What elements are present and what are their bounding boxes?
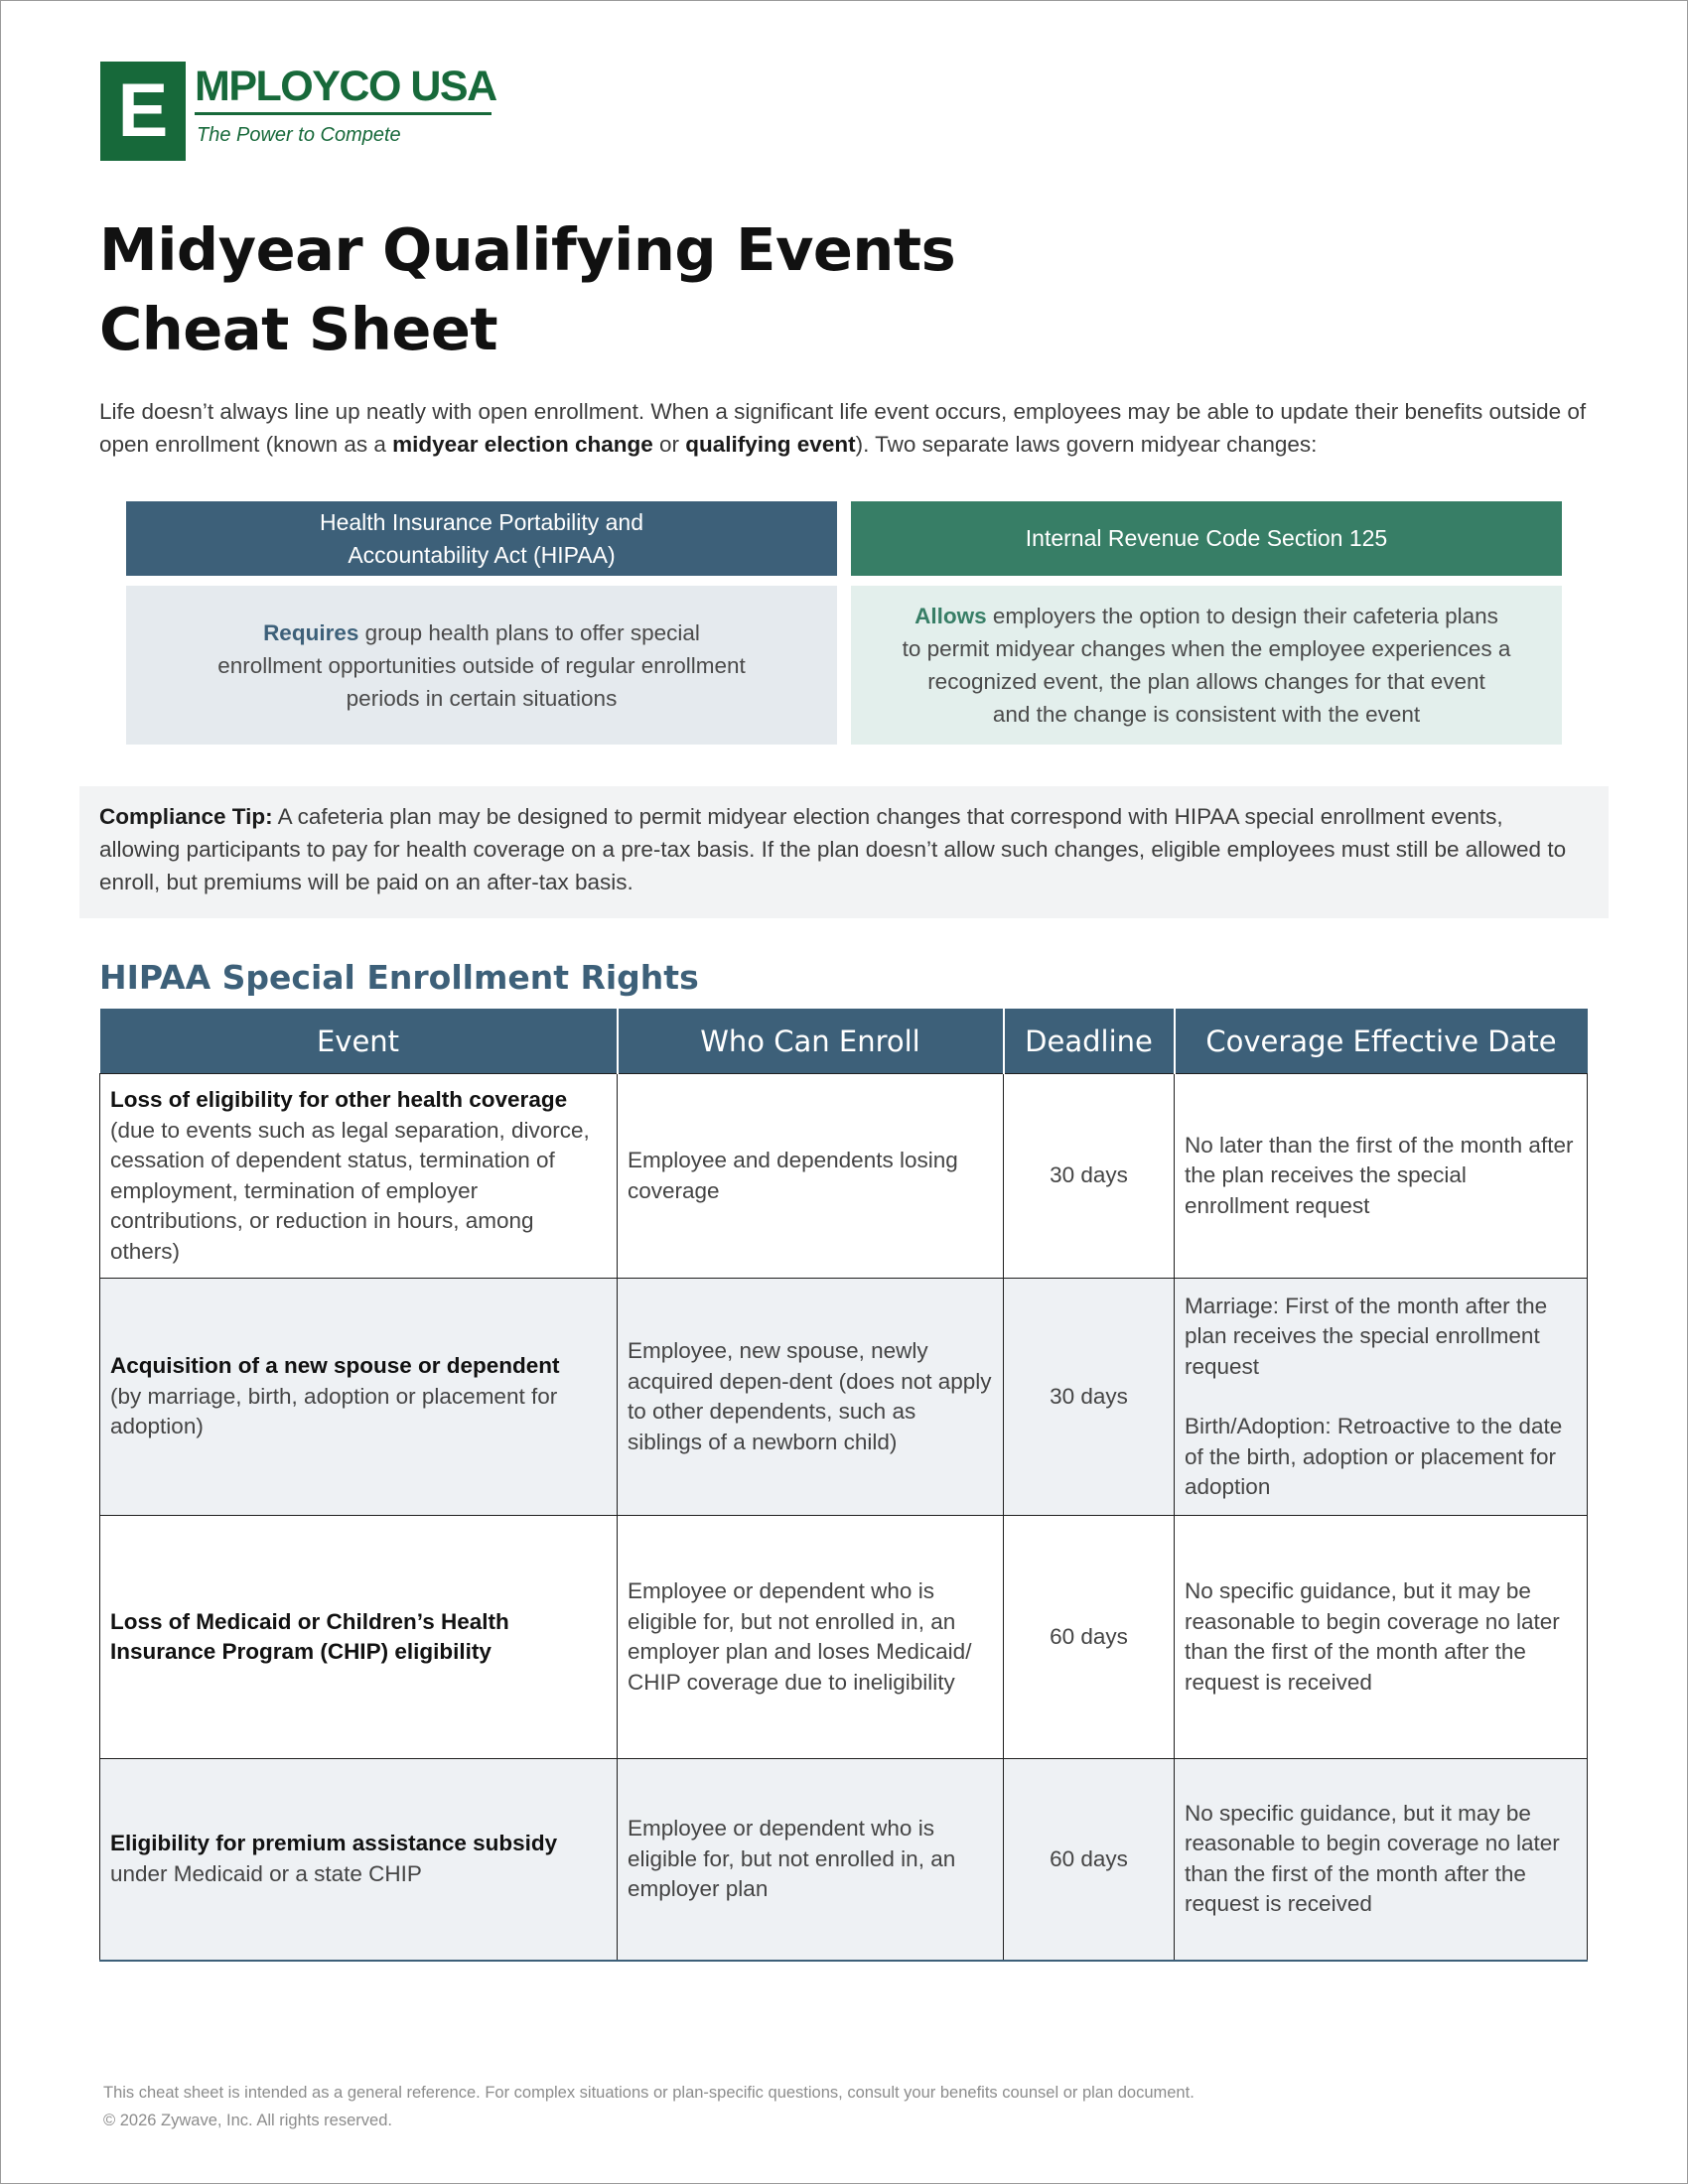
hipaa-heading-line-2: Accountability Act (HIPAA): [348, 541, 616, 568]
effective-cell: [1175, 1279, 1588, 1516]
hipaa-heading-line-1: Health Insurance Portability and: [319, 508, 644, 535]
hipaa-body-line-2: enrollment opportunities outside of regular enrollment: [217, 652, 746, 678]
who-cell: Employee and dependents losing coverage: [618, 1074, 1004, 1279]
page-title-line-1: Midyear Qualifying Events: [99, 215, 956, 284]
section-title: HIPAA Special Enrollment Rights: [99, 958, 699, 997]
table-header-row: [100, 1009, 1588, 1074]
header-event: Event: [100, 1009, 618, 1074]
deadline-cell: 30 days: [1004, 1074, 1175, 1279]
logo-divider: [195, 112, 492, 115]
page-title: [99, 210, 1291, 369]
event-title: Loss of eligibility for other health coverage: [110, 1087, 568, 1112]
table-row: [100, 1074, 1588, 1279]
event-cell: [100, 1759, 618, 1961]
who-cell: Employee or dependent who is eligible for, but not enrolled in, an employer plan: [618, 1759, 1004, 1961]
logo-wordmark: MPLOYCO USA: [195, 63, 496, 110]
irc-body-line-1: employers the option to design their cafeteria plans: [986, 604, 1498, 628]
compliance-tip-text: A cafeteria plan may be designed to permit midyear election changes that correspond with HIPAA special enrollment events, allowing participants to pay for health coverage on a pre-tax basis. If the plan doesn’t allow such changes, eligible employees must still be allowed to enroll, but premiums will be paid on an after-tax basis.: [99, 804, 1567, 894]
footer: [103, 2079, 1493, 2134]
who-cell: Employee or dependent who is eligible for, but not enrolled in, an employer plan and loses Medicaid/ CHIP coverage due to ineligibility: [618, 1516, 1004, 1759]
effective-cell: No specific guidance, but it may be reasonable to begin coverage no later than the first of the month after the request is received: [1175, 1759, 1588, 1961]
irc-body-line-2: to permit midyear changes when the employee experiences a: [902, 636, 1511, 661]
event-detail: under Medicaid or a state CHIP: [110, 1860, 422, 1886]
event-cell: [100, 1074, 618, 1279]
intro-bold-1: midyear election change: [392, 432, 653, 457]
event-title: Acquisition of a new spouse or dependent: [110, 1353, 560, 1379]
hipaa-body-line-3: periods in certain situations: [346, 685, 618, 711]
irc-keyword: Allows: [914, 604, 987, 628]
footer-disclaimer: This cheat sheet is intended as a general reference. For complex situations or plan-specific questions, consult your benefits counsel or plan document.: [103, 2084, 1195, 2102]
page-title-line-2: Cheat Sheet: [99, 295, 498, 363]
deadline-cell: 30 days: [1004, 1279, 1175, 1516]
compliance-tip-label: Compliance Tip:: [99, 804, 273, 829]
hipaa-body-line-1: group health plans to offer special: [358, 619, 700, 645]
logo-tagline: The Power to Compete: [197, 124, 401, 146]
intro-text-1: Life doesn’t always line up neatly with open enrollment. When a significant life event occurs, employees may be able to update their benefits outside of open enrollment (known as a: [99, 399, 1587, 457]
intro-text-2: or: [652, 432, 686, 457]
effective-birth-adoption: Birth/Adoption: Retroactive to the date of the birth, adoption or placement for adoption: [1185, 1414, 1563, 1499]
deadline-cell: 60 days: [1004, 1759, 1175, 1961]
irc-heading: [851, 501, 1562, 576]
table-row: [100, 1759, 1588, 1961]
effective-marriage: Marriage: First of the month after the plan receives the special enrollment request: [1185, 1293, 1548, 1379]
event-cell: [100, 1279, 618, 1516]
who-cell: Employee, new spouse, newly acquired depen-dent (does not apply to other dependents, such as siblings of a newborn child): [618, 1279, 1004, 1516]
logo-letter-box: E: [100, 62, 186, 161]
intro-bold-2: qualifying event: [685, 432, 856, 457]
table-row: [100, 1516, 1588, 1759]
effective-cell: No later than the first of the month after the plan receives the special enrollment request: [1175, 1074, 1588, 1279]
hipaa-description: [126, 586, 837, 745]
footer-copyright: © 2026 Zywave, Inc. All rights reserved.: [103, 2112, 392, 2129]
irc-body-line-3: recognized event, the plan allows changes for that event: [927, 669, 1485, 694]
effective-cell: No specific guidance, but it may be reasonable to begin coverage no later than the first of the month after the request is received: [1175, 1516, 1588, 1759]
hipaa-heading: [126, 501, 837, 576]
hipaa-keyword: Requires: [263, 619, 359, 645]
event-detail: (due to events such as legal separation, divorce, cessation of dependent status, termination of employment, termination of employer contributions, or reduction in hours, among others): [110, 1117, 590, 1264]
intro-paragraph: [99, 395, 1609, 461]
header-coverage-effective-date: Coverage Effective Date: [1175, 1009, 1588, 1074]
event-title: Eligibility for premium assistance subsidy: [110, 1831, 558, 1856]
irc-heading-text: Internal Revenue Code Section 125: [1025, 525, 1388, 551]
enrollment-rights-table: [99, 1009, 1588, 1962]
table-row: [100, 1279, 1588, 1516]
event-title: Loss of Medicaid or Children’s Health Insurance Program (CHIP) eligibility: [110, 1608, 509, 1664]
header-who-can-enroll: Who Can Enroll: [618, 1009, 1004, 1074]
event-cell: [100, 1516, 618, 1759]
event-detail: (by marriage, birth, adoption or placement for adoption): [110, 1383, 558, 1439]
compliance-tip: [79, 786, 1609, 918]
intro-text-3: ). Two separate laws govern midyear changes:: [855, 432, 1318, 457]
deadline-cell: 60 days: [1004, 1516, 1175, 1759]
irc-body-line-4: and the change is consistent with the event: [992, 702, 1421, 727]
irc-description: [851, 586, 1562, 745]
header-deadline: Deadline: [1004, 1009, 1175, 1074]
